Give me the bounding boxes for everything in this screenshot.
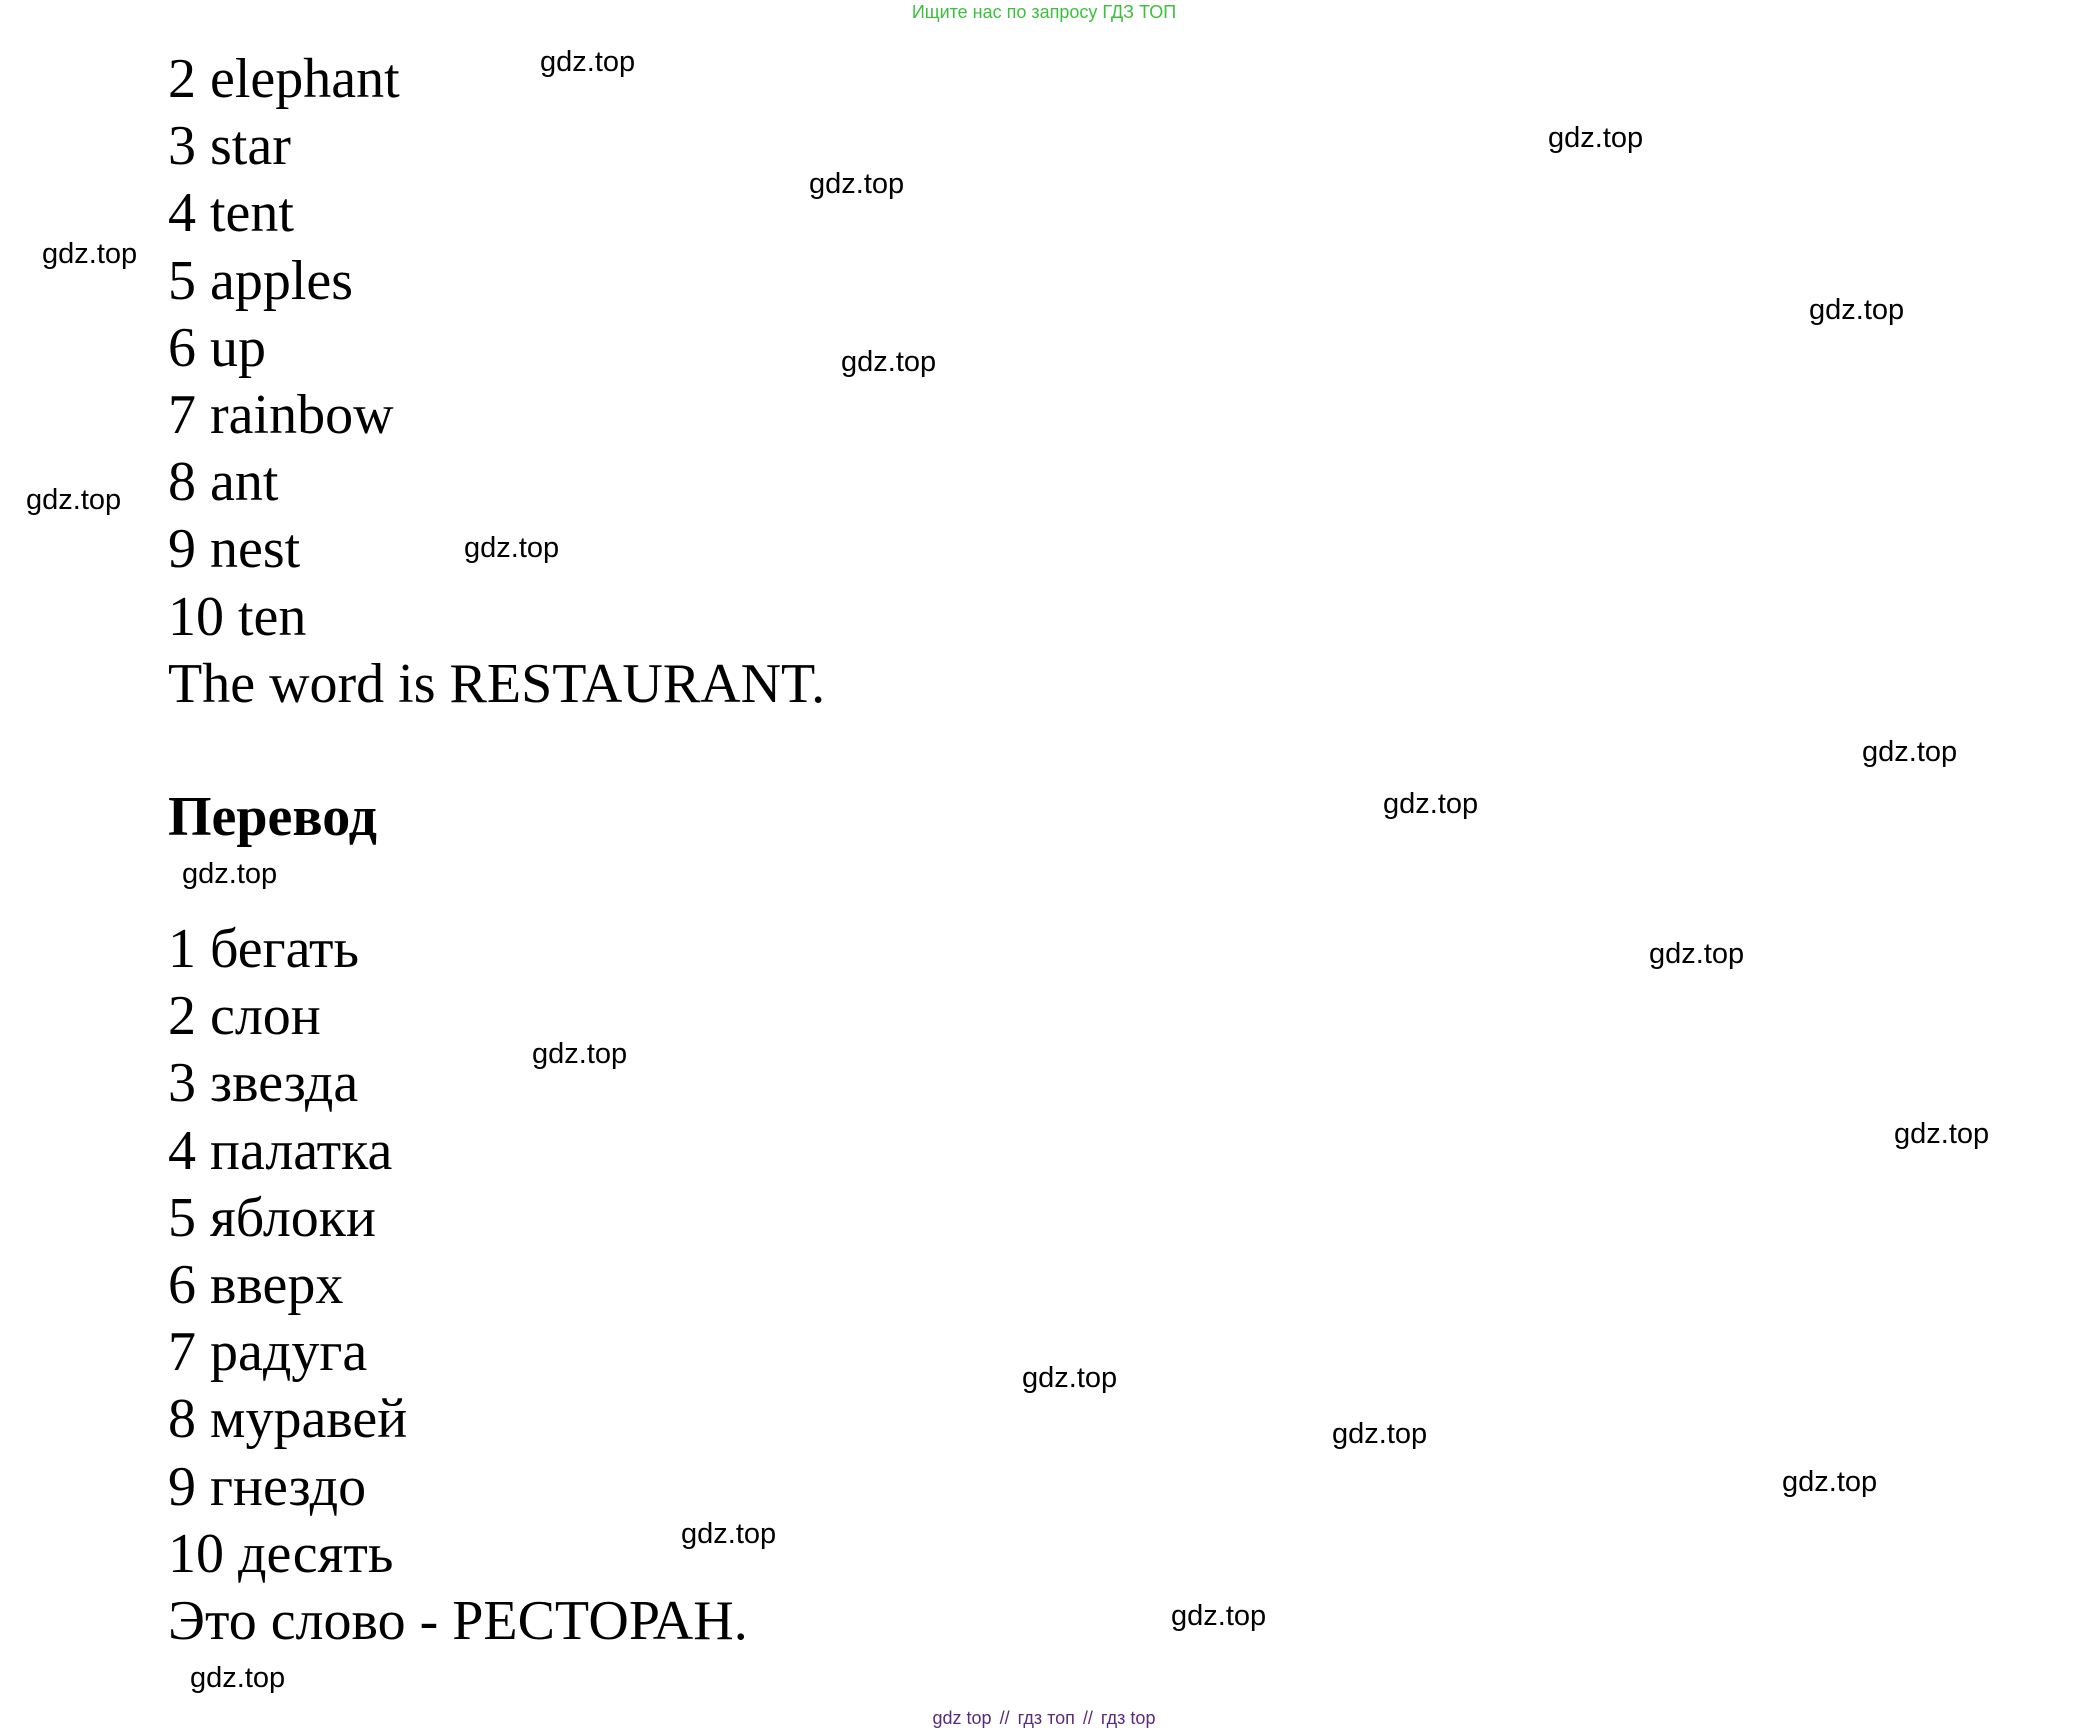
watermark: gdz.top	[1649, 938, 1745, 970]
watermark: gdz.top	[190, 1662, 286, 1694]
watermark: gdz.top	[1022, 1362, 1118, 1394]
watermark: gdz.top	[1809, 294, 1905, 326]
answer-line: 6 up	[168, 316, 266, 379]
watermark: gdz.top	[1548, 122, 1644, 154]
answer-line: 8 ant	[168, 451, 279, 514]
watermark: gdz.top	[1894, 1118, 1990, 1150]
watermark: gdz.top	[809, 168, 905, 200]
watermark: gdz.top	[681, 1518, 777, 1550]
watermark: gdz.top	[1171, 1600, 1267, 1632]
translation-line: 6 вверх	[168, 1254, 344, 1317]
translation-line: 9 гнездо	[168, 1455, 367, 1518]
watermark: gdz.top	[1383, 788, 1479, 820]
translation-conclusion: Это слово - РЕСТОРАН.	[168, 1590, 748, 1653]
answer-line: 5 apples	[168, 249, 354, 312]
translation-heading: Перевод	[168, 786, 377, 849]
footer-link[interactable]: gdz top	[932, 1708, 992, 1728]
watermark: gdz.top	[26, 484, 122, 516]
translation-line: 3 звезда	[168, 1052, 359, 1115]
translation-line: 10 десять	[168, 1522, 394, 1585]
translation-line: 4 палатка	[168, 1119, 393, 1182]
watermark: gdz.top	[1782, 1466, 1878, 1498]
answer-conclusion: The word is RESTAURANT.	[168, 652, 826, 715]
watermark: gdz.top	[1332, 1418, 1428, 1450]
answer-line: 3 star	[168, 115, 291, 178]
translation-line: 8 муравей	[168, 1388, 408, 1451]
watermark: gdz.top	[1862, 736, 1958, 768]
watermark: gdz.top	[841, 346, 937, 378]
watermark: gdz.top	[42, 238, 138, 270]
footer-link[interactable]: гдз top	[1100, 1708, 1156, 1728]
answer-line: 4 tent	[168, 182, 294, 245]
translation-line: 7 радуга	[168, 1321, 368, 1384]
watermark: gdz.top	[182, 858, 278, 890]
translation-line: 5 яблоки	[168, 1186, 376, 1249]
answer-line: 2 elephant	[168, 48, 400, 110]
footer-separator: //	[999, 1708, 1010, 1728]
watermark: gdz.top	[464, 532, 560, 564]
answer-line: 9 nest	[168, 518, 301, 581]
answer-line: 7 rainbow	[168, 384, 394, 447]
footer	[0, 1708, 2088, 1729]
answer-line: 10 ten	[168, 585, 307, 648]
watermark: gdz.top	[540, 46, 636, 78]
watermark: gdz.top	[532, 1038, 628, 1070]
top-banner: Ищите нас по запросу ГДЗ ТОП	[911, 2, 1177, 22]
translation-line: 1 бегать	[168, 918, 359, 981]
footer-link[interactable]: гдз топ	[1017, 1708, 1075, 1728]
answer-content	[168, 46, 825, 1655]
footer-separator: //	[1082, 1708, 1093, 1728]
translation-line: 2 слон	[168, 985, 321, 1048]
